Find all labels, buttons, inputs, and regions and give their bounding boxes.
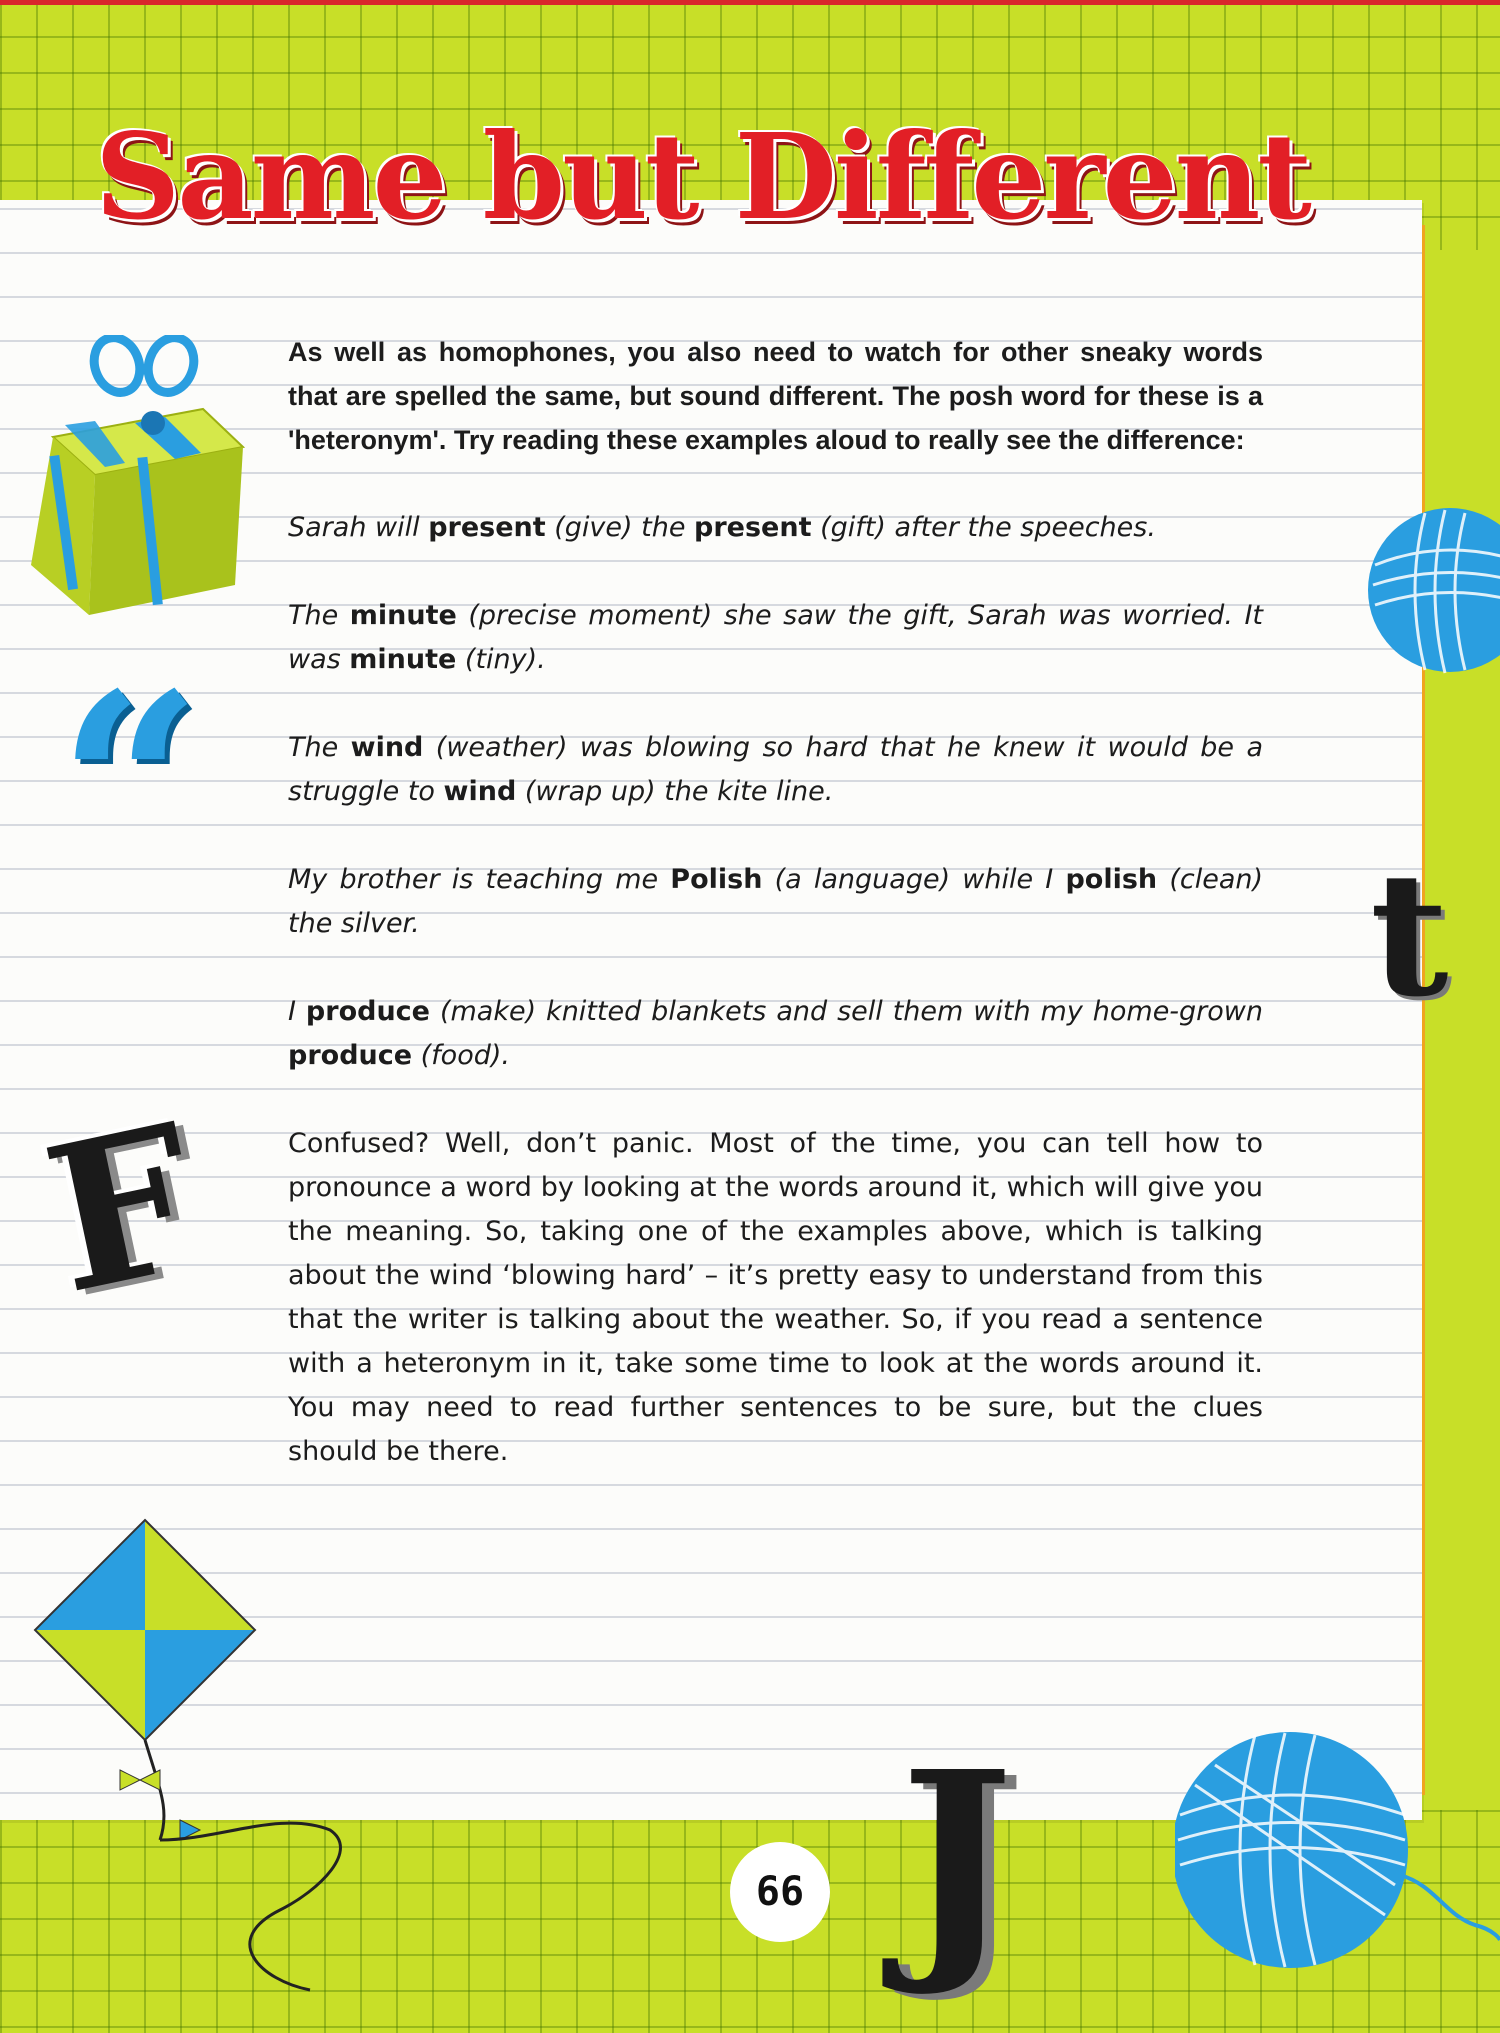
example-sentence: The wind (weather) was blowing so hard that he knew it would be a struggle to wind (wrap up) the kite line.: [288, 732, 1263, 807]
example-sentence: I produce (make) knitted blankets and sell them with my home-grown produce (food).: [288, 996, 1263, 1071]
top-red-strip: [0, 0, 1500, 5]
heteronym-word: minute: [349, 644, 457, 675]
example-sentence: The minute (precise moment) she saw the gift, Sarah was worried. It was minute (tiny).: [288, 600, 1263, 675]
quote-mark-icon: “: [58, 638, 202, 932]
body-text: [288, 330, 1263, 1474]
heteronym-word: minute: [349, 600, 457, 631]
heteronym-word: wind: [443, 776, 517, 807]
intro-paragraph: As well as homophones, you also need to watch for other sneaky words that are spelled the same, but sound different. The posh word for these is a 'heteronym'. Try reading these examples aloud to really see the difference:: [288, 337, 1263, 455]
heteronym-word: produce: [305, 996, 430, 1027]
yarn-ball-icon: [1365, 505, 1500, 675]
gift-box-icon: [25, 335, 245, 625]
yarn-ball-bottom-icon: [1175, 1725, 1500, 1975]
heteronym-word: produce: [288, 1040, 413, 1071]
page-title: Same but Different: [95, 107, 1309, 246]
outro-paragraph: Confused? Well, don’t panic. Most of the time, you can tell how to pronounce a word by looking at the words around it, which will give you the meaning. So, taking one of the examples above, which is talking about the wind ‘blowing hard’ – it’s pretty easy to understand from this that the writer is talking about the weather. So, if you read a sentence with a heteronym in it, take some time to look at the words around it. You may need to read further sentences to be sure, but the clues should be there.: [288, 1128, 1263, 1467]
heteronym-word: polish: [1065, 864, 1158, 895]
kite-icon: [20, 1510, 380, 2030]
letter-j-decoration: J: [900, 1719, 1014, 2001]
letter-f-decoration: F: [29, 1079, 217, 1340]
heteronym-word: Polish: [670, 864, 763, 895]
heteronym-word: present: [428, 512, 546, 543]
heteronym-word: present: [694, 512, 812, 543]
page-number: 66: [730, 1842, 830, 1942]
letter-t-decoration: t: [1370, 835, 1449, 1035]
example-sentence: My brother is teaching me Polish (a language) while I polish (clean) the silver.: [288, 864, 1264, 939]
heteronym-word: wind: [350, 732, 424, 763]
example-sentence: Sarah will present (give) the present (gift) after the speeches.: [288, 512, 1156, 543]
